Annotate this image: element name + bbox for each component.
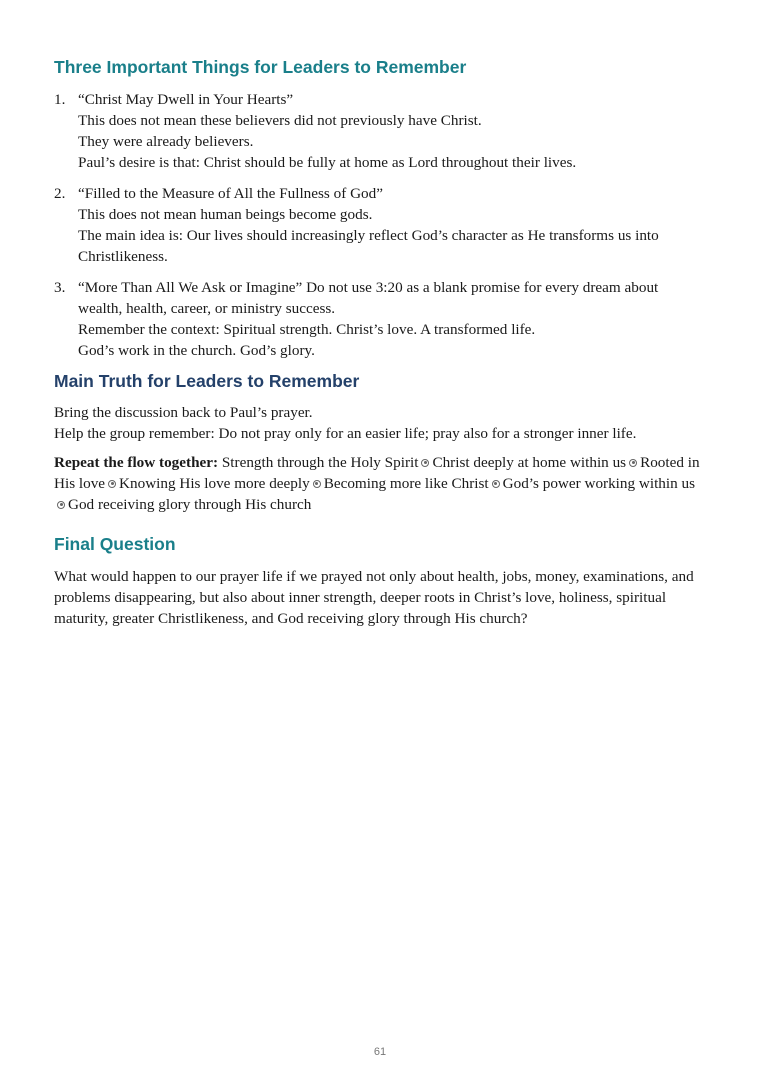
page-number: 61: [373, 1046, 387, 1058]
list-item: [54, 89, 702, 173]
list-item-line: Paul’s desire is that: Christ should be fully at home as Lord throughout their lives.: [78, 154, 577, 171]
flow-separator-icon: [492, 480, 500, 488]
flow-step: God’s power working within us: [502, 475, 696, 492]
flow-step: God receiving glory through His church: [68, 496, 312, 513]
three-things-list: [54, 89, 702, 361]
list-item-title: “Filled to the Measure of All the Fullness of God”: [78, 185, 383, 202]
flow-separator-icon: [629, 459, 637, 467]
flow-separator-icon: [421, 459, 429, 467]
list-item: [54, 277, 702, 361]
list-item-line: God’s work in the church. God’s glory.: [78, 342, 315, 359]
final-question-paragraph: What would happen to our prayer life if we prayed not only about health, jobs, money, examinations, and problems disappearing, but also about inner strength, deeper roots in Christ’s love, holiness, spiritual maturity, greater Christlikeness, and God receiving glory through His church?: [54, 568, 694, 627]
flow-separator-icon: [57, 501, 65, 509]
flow-step: Rooted in His love: [54, 454, 700, 492]
section-heading-three-things: Three Important Things for Leaders to Remember: [54, 57, 467, 77]
flow-label: Repeat the flow together:: [54, 454, 219, 471]
list-item-line: They were already believers.: [78, 133, 254, 150]
list-item-line: Remember the context: Spiritual strength. Christ’s love. A transformed life.: [78, 321, 536, 338]
section-heading-final-question: Final Question: [54, 534, 176, 554]
main-truth-line: Help the group remember: Do not pray only for an easier life; pray also for a stronger inner life.: [54, 425, 637, 442]
flow-paragraph: [54, 452, 702, 515]
list-item: [54, 183, 702, 267]
list-item-number: 3.: [54, 279, 66, 296]
list-item-line: This does not mean these believers did not previously have Christ.: [78, 112, 482, 129]
list-item-number: 2.: [54, 185, 66, 202]
list-item-title: “Christ May Dwell in Your Hearts”: [78, 91, 294, 108]
flow-separator-icon: [108, 480, 116, 488]
main-truth-line: Bring the discussion back to Paul’s prayer.: [54, 404, 313, 421]
section-heading-main-truth: Main Truth for Leaders to Remember: [54, 371, 360, 391]
main-truth-paragraph: [54, 402, 702, 444]
list-item-line: This does not mean human beings become gods.: [78, 206, 373, 223]
list-item-line: The main idea is: Our lives should increasingly reflect God’s character as He transforms us into Christlikeness.: [78, 227, 659, 265]
list-item-title: “More Than All We Ask or Imagine” Do not use 3:20 as a blank promise for every dream about wealth, health, career, or ministry success.: [78, 279, 659, 317]
flow-step: Knowing His love more deeply: [119, 475, 310, 492]
list-item-number: 1.: [54, 91, 66, 108]
flow-separator-icon: [313, 480, 321, 488]
flow-step: Christ deeply at home within us: [432, 454, 627, 471]
flow-step: Becoming more like Christ: [323, 475, 489, 492]
flow-step: Strength through the Holy Spirit: [221, 454, 419, 471]
